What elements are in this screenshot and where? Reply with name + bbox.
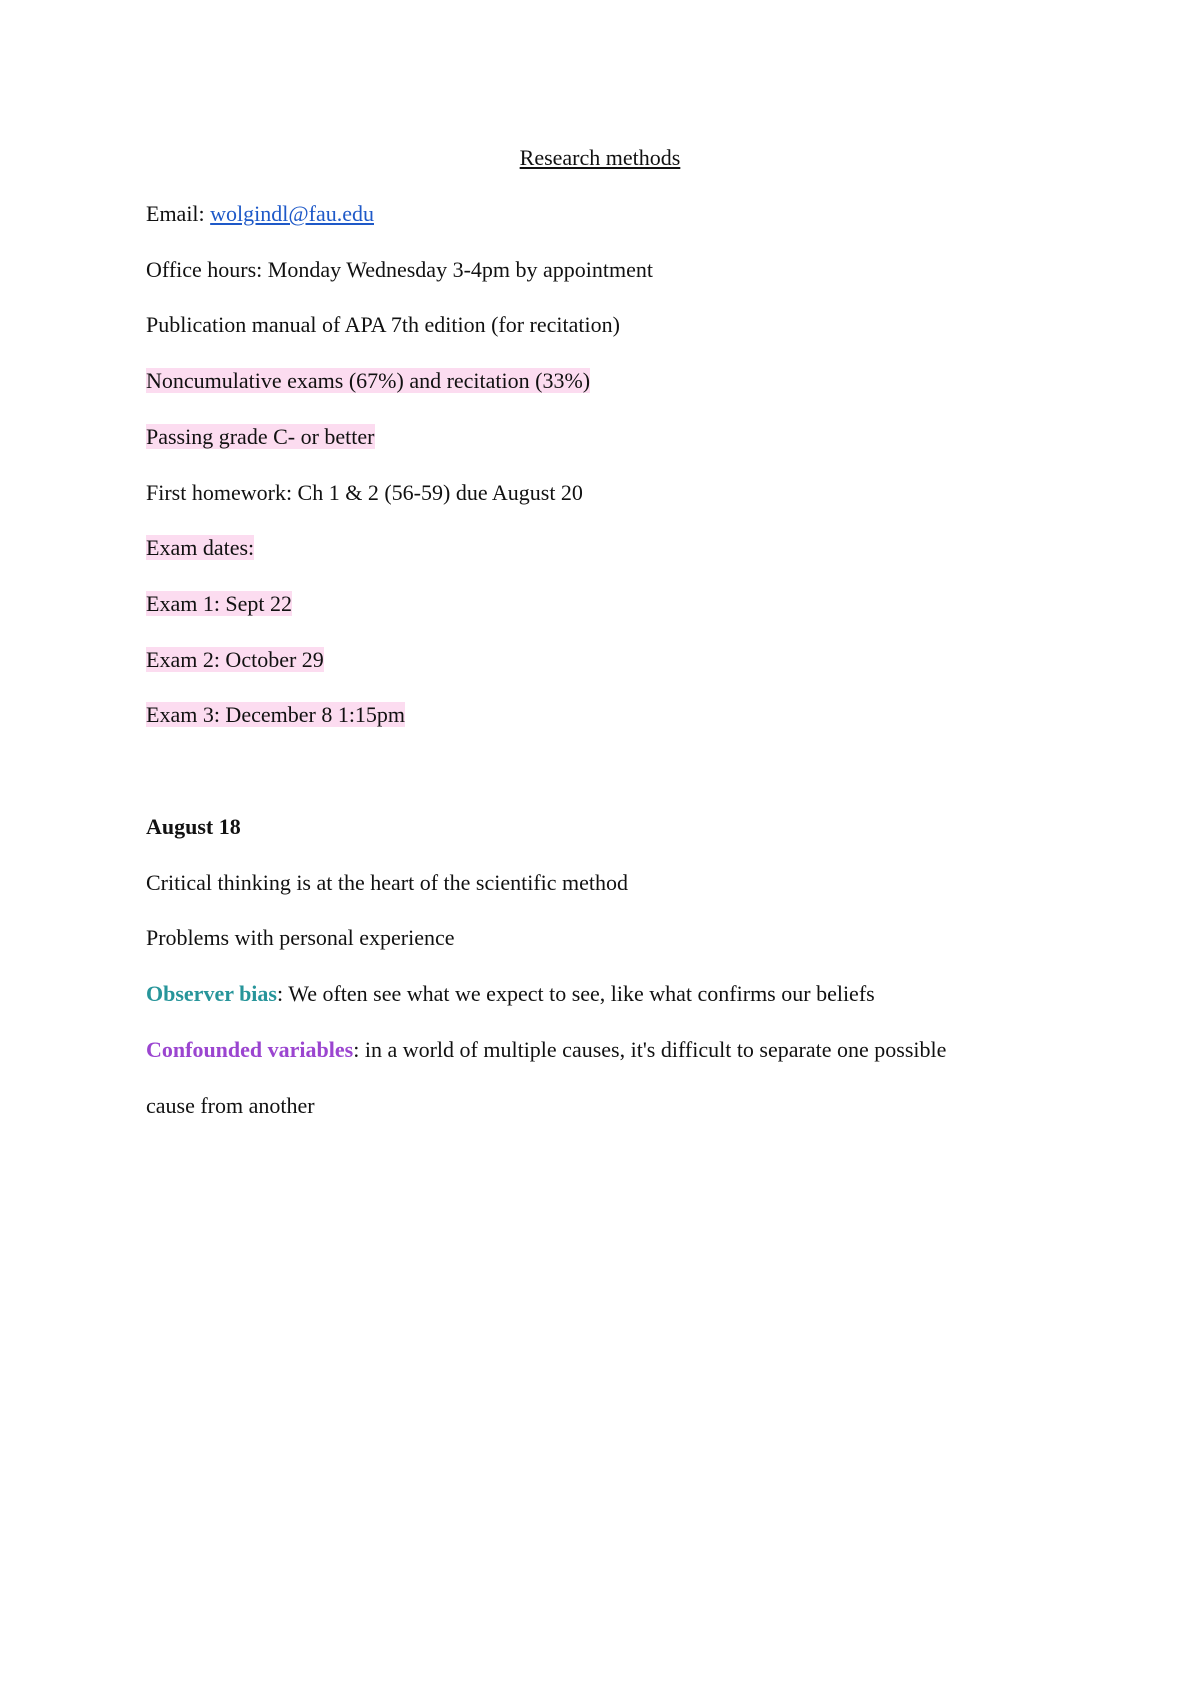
observer-bias-line bbox=[146, 980, 875, 1008]
exam-dates-label-line bbox=[146, 534, 254, 562]
confounded-variables-definition: : in a world of multiple causes, it's difficult to separate one possible bbox=[353, 1037, 947, 1062]
passing-grade-line bbox=[146, 423, 375, 451]
confounded-variables-continuation: cause from another bbox=[146, 1093, 315, 1118]
homework-line: First homework: Ch 1 & 2 (56-59) due August 20 bbox=[146, 480, 583, 505]
grading-line bbox=[146, 367, 590, 395]
grading-highlight: Noncumulative exams (67%) and recitation (33%) bbox=[146, 368, 591, 393]
document-title: Research methods bbox=[519, 145, 681, 170]
exam2-line bbox=[146, 646, 324, 674]
confounded-variables-line bbox=[146, 1036, 946, 1064]
critical-thinking-line: Critical thinking is at the heart of the scientific method bbox=[146, 870, 629, 895]
email-label: Email: bbox=[146, 201, 211, 226]
confounded-variables-term: Confounded variables bbox=[146, 1037, 354, 1062]
exam3-line bbox=[146, 701, 405, 729]
passing-grade-highlight: Passing grade C- or better bbox=[146, 424, 375, 449]
exam1-line bbox=[146, 590, 292, 618]
exam1-text: Exam 1: Sept 22 bbox=[146, 591, 293, 616]
observer-bias-definition: : We often see what we expect to see, like what confirms our beliefs bbox=[276, 981, 875, 1006]
exam2-text: Exam 2: October 29 bbox=[146, 647, 324, 672]
email-line bbox=[146, 200, 374, 228]
problems-line: Problems with personal experience bbox=[146, 925, 455, 950]
date-heading: August 18 bbox=[146, 814, 241, 839]
observer-bias-term: Observer bias bbox=[146, 981, 277, 1006]
exam-dates-label: Exam dates: bbox=[146, 535, 255, 560]
manual-line: Publication manual of APA 7th edition (for recitation) bbox=[146, 312, 620, 337]
exam3-text: Exam 3: December 8 1:15pm bbox=[146, 702, 406, 727]
email-link[interactable]: wolgindl@fau.edu bbox=[210, 201, 374, 226]
office-hours-line: Office hours: Monday Wednesday 3-4pm by appointment bbox=[146, 257, 653, 282]
